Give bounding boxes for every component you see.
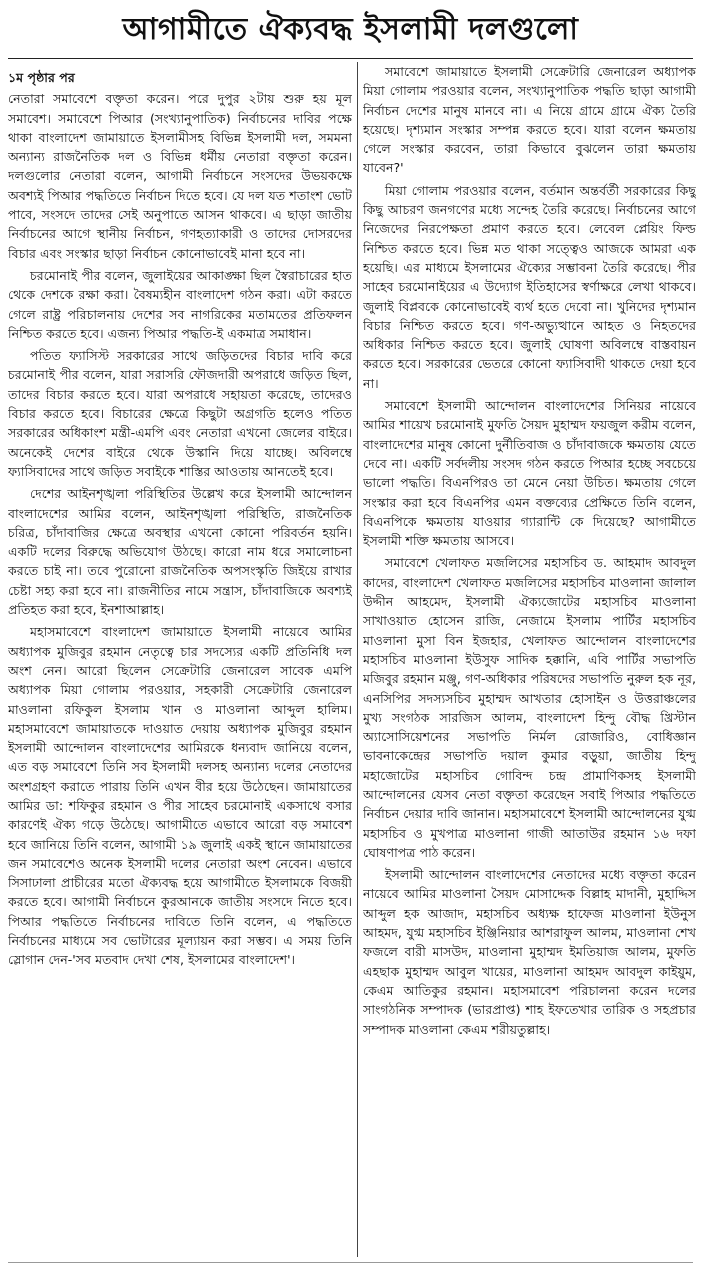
paragraph: নেতারা সমাবেশে বক্তৃতা করেন। পরে দুপুর ২টায় শুরু হয় মূল সমাবেশ। সমাবেশে পিআর (সংখ্যানুপাতিক) নির্বাচনের দাবির পক্ষে থাকা বাংলাদেশ জামায়াতে ইসলামীসহ বিভিন্ন ইসলামী দল, সমমনা অন্যান্য রাজনৈতিক দল ও বিভিন্ন ধর্মীয় নেতারা বক্তৃতা করেন। দলগুলোর নেতারা বলেন, আগামী নির্বাচনে সংসদের উভয়কক্ষে অবশ্যই পিআর পদ্ধতিতে নির্বাচন দিতে হবে। যে দল যত শতাংশ ভোট পাবে, সংসদে তাদের সেই অনুপাতে আসন থাকবে। এ ছাড়া জাতীয় নির্বাচনের আগে স্থানীয় নির্বাচন, গণহত্যাকারী ও তাদের দোসরদের বিচার এবং সংস্কার ছাড়া নির্বাচন কোনোভাবেই মানা হবে না। bbox=[8, 91, 352, 261]
paragraph: চরমোনাই পীর বলেন, জুলাইয়ের আকাঙ্ক্ষা ছিল স্বৈরাচারের হাত থেকে দেশকে রক্ষা করা। বৈষম্যহীন বাংলাদেশ গঠন করা। এটা করতে গেলে রাষ্ট্র পরিচালনায় দেশের সব নাগরিকের মতামতের প্রতিফলন নিশ্চিত করতে হবে। এজন্য পিআর পদ্ধতি-ই একমাত্র সমাধান। bbox=[8, 267, 352, 341]
paragraph: সমাবেশে খেলাফত মজলিসের মহাসচিব ড. আহমাদ আবদুল কাদের, বাংলাদেশ খেলাফত মজলিসের মহাসচিব মাওলানা জালাল উদ্দীন আহমেদ, ইসলামী ঐক্যজোটের মহাসচিব মাওলানা সাখাওয়াত হোসেন রাজি, নেজামে ইসলাম পার্টির মহাসচিব মাওলানা মুসা বিন ইজহার, খেলাফত আন্দোলন বাংলাদেশের মহাসচিব মাওলানা ইউসুফ সাদিক হক্কানি, এবি পার্টির সভাপতি মজিবুর রহমান মঞ্জু, গণ-অধিকার পরিষদের সভাপতি নুরুল হক নূর, এনসিপির সদস্যসচিব মুহাম্মদ আখতার হোসাইন ও উত্তরাঞ্চলের মুখ্য সংগঠক সারজিস আলম, বাংলাদেশ হিন্দু বৌদ্ধ খ্রিস্টান অ্যাসোসিয়েশনের সভাপতি নির্মল রোজারিও, বোধিজ্ঞান ভাবনাকেন্দ্রের সভাপতি দয়াল কুমার বড়ুয়া, জাতীয় হিন্দু মহাজোটের মহাসচিব গোবিন্দ চন্দ্র প্রামাণিকসহ ইসলামী আন্দোলনের যেসব নেতা বক্তৃতা করেছেন সবাই পিআর পদ্ধতিতে নির্বাচন দেয়ার দাবি জানান। মহাসমাবেশে ইসলামী আন্দোলনের যুগ্ম মহাসচিব ও মুখপাত্র মাওলানা গাজী আতাউর রহমান ১৬ দফা ঘোষণাপত্র পাঠ করেন। bbox=[363, 555, 696, 860]
paragraph: মহাসমাবেশে বাংলাদেশ জামায়াতে ইসলামী নায়েবে আমির অধ্যাপক মুজিবুর রহমান নেতৃত্বে চার সদস্যের একটি প্রতিনিধি দল অংশ নেন। আরো ছিলেন সেক্রেটারি জেনারেল সাবেক এমপি অধ্যাপক মিয়া গোলাম পরওয়ার, সহকারী সেক্রেটারি জেনারেল মাওলানা রফিকুল ইসলাম খান ও মাওলানা আব্দুল হালিম। মহাসমাবেশে জামায়াতকে দাওয়াত দেয়ায় অধ্যাপক মুজিবুর রহমান ইসলামী আন্দোলন বাংলাদেশের আমিরকে ধন্যবাদ জানিয়ে বলেন, এত বড় সমাবেশে তিনি সব ইসলামী দলসহ অন্যান্য দলের নেতাদের অংশগ্রহণ করাতে পারায় তিনি এখন বীর হয়ে উঠেছেন। জামায়াতের আমির ডা: শফিকুর রহমান ও পীর সাহেব চরমোনাই একসাথে বসার কারণেই ঐক্য গড়ে উঠেছে। আগামীতে এভাবে আরো বড় সমাবেশ হবে জানিয়ে তিনি বলেন, আগামী ১৯ জুলাই একই স্থানে জামায়াতের জন সমাবেশেও অনেক ইসলামী দলের নেতারা অংশ নেবেন। এভাবে সিসাঢালা প্রাচীরের মতো ঐক্যবদ্ধ হয়ে আগামীতে ইসলামকে বিজয়ী করতে হবে। আগামী নির্বাচনে কুরআনকে জাতীয় সংসদে নিতে হবে। পিআর পদ্ধতিতে নির্বাচনের দাবিতে তিনি বলেন, এ পদ্ধতিতে নির্বাচনের মাধ্যমে সব ভোটারের মূল্যায়ন করা সম্ভব। এ সময় তিনি স্লোগান দেন-'সব মতবাদ দেখা শেষ, ইসলামের বাংলাদেশ'। bbox=[8, 624, 352, 968]
paragraph: সমাবেশে ইসলামী আন্দোলন বাংলাদেশের সিনিয়র নায়েবে আমির শায়েখ চরমোনাই মুফতি সৈয়দ মুহাম্মদ ফয়জুল করীম বলেন, বাংলাদেশের মানুষ কোনো দুর্নীতিবাজ ও চাঁদাবাজকে ক্ষমতায় যেতে দেবে না। একটি সর্বদলীয় সংসদ গঠন করতে পিআর হচ্ছে সবচেয়ে ভালো পদ্ধতি। বিএনপিরও তা মেনে নেয়া উচিত। ক্ষমতায় গেলে সংস্কার করা হবে বিএনপির এমন বক্তব্যের প্রেক্ষিতে তিনি বলেন, বিএনপিকে ক্ষমতায় যাওয়ার গ্যারান্টি কে দিয়েছে? আগামীতে ইসলামী শক্তি ক্ষমতায় আসবে। bbox=[363, 398, 696, 549]
paragraph: সমাবেশে জামায়াতে ইসলামী সেক্রেটারি জেনারেল অধ্যাপক মিয়া গোলাম পরওয়ার বলেন, সংখ্যানুপাতিক পদ্ধতি ছাড়া আগামী নির্বাচন দেশের মানুষ মানবে না। এ নিয়ে গ্রামে গ্রামে ঐক্য তৈরি হয়েছে। দৃশ্যমান সংস্কার সম্পন্ন করতে হবে। যারা বলেন ক্ষমতায় গেলে সংস্কার করবেন, তারা কিভাবে বুঝলেন তারা ক্ষমতায় যাবেন?' bbox=[363, 64, 696, 176]
headline-divider bbox=[8, 58, 693, 59]
continued-from-label: ১ম পৃষ্ঠার পর bbox=[8, 70, 75, 85]
paragraph: পতিত ফ্যাসিস্ট সরকারের সাথে জড়িতদের বিচার দাবি করে চরমোনাই পীর বলেন, যারা সরাসরি ফৌজদারী অপরাধে জড়িত ছিল, তাদের বিচার করতে হবে। যারা অপরাধে সহায়তা করেছে, তাদেরও বিচার করতে হবে। বিচারের ক্ষেত্রে কিছুটা অগ্রগতি হলেও পতিত সরকারের অধিকাংশ মন্ত্রী-এমপি এবং নেতারা এখনো জেলের বাইরে। অনেকেই দেশের বাইরে থেকে উস্কানি দিয়ে যাচ্ছে। অবিলম্বে ফ্যাসিবাদের সাথে জড়িত সবাইকে শাস্তির আওতায় আনতেই হবে। bbox=[8, 348, 352, 479]
left-column bbox=[8, 62, 352, 1260]
column-divider bbox=[357, 62, 358, 1257]
paragraph: দেশের আইনশৃঙ্খলা পরিস্থিতির উল্লেখ করে ইসলামী আন্দোলন বাংলাদেশের আমির বলেন, আইনশৃঙ্খলা পরিস্থিতি, রাজনৈতিক চরিত্র, চাঁদাবাজির ক্ষেত্রে অবস্থার এখনো কোনো পরিবর্তন হয়নি। একটি দলের বিরুদ্ধে অভিযোগ উঠছে। কারো নাম ধরে সমালোচনা করতে চাই না। তবে পুরোনো রাজনৈতিক অপসংস্কৃতি জিইয়ে রাখার চেষ্টা সহ্য করা হবে না। রাজনীতির নামে সন্ত্রাস, চাঁদাবাজিকে অবশ্যই প্রতিহত করা হবে, ইনশাআল্লাহ। bbox=[8, 486, 352, 618]
paragraph: মিয়া গোলাম পরওয়ার বলেন, বর্তমান অন্তর্বর্তী সরকারের কিছু কিছু আচরণ জনগণের মধ্যে সন্দেহ তৈরি করেছে। নির্বাচনের আগে নিজেদের নিরপেক্ষতা প্রমাণ করতে হবে। লেবেল প্লেয়িং ফিল্ড নিশ্চিত করতে হবে। ভিন্ন মত থাকা সত্ত্বেও আজকে আমরা এক হয়েছি। এর মাধ্যমে ইসলামের ঐক্যের সম্ভাবনা তৈরি করেছে। পীর সাহেব চরমোনাইয়ের এ উদ্যোগ ইতিহাসের স্বর্ণাক্ষরে লেখা থাকবে। জুলাই বিপ্লবকে কোনোভাবেই ব্যর্থ হতে দেবো না। খুনিদের দৃশ্যমান বিচার নিশ্চিত করতে হবে। গণ-অভ্যুত্থানে আহত ও নিহতদের অধিকার নিশ্চিত করতে হবে। জুলাই ঘোষণা অবিলম্বে বাস্তবায়ন করতে হবে। সরকারের ভেতরে কোনো ফ্যাসিবাদী থাকতে দেয়া হবে না। bbox=[363, 182, 696, 391]
bottom-divider bbox=[8, 1262, 693, 1263]
right-column bbox=[363, 62, 696, 1260]
article-headline: আগামীতে ঐক্যবদ্ধ ইসলামী দলগুলো bbox=[122, 12, 579, 47]
paragraph: ইসলামী আন্দোলন বাংলাদেশের নেতাদের মধ্যে বক্তৃতা করেন নায়েবে আমির মাওলানা সৈয়দ মোসাদ্দেক বিল্লাহ মাদানী, মুহাদ্দিস আব্দুল হক আজাদ, মহাসচিব অধ্যক্ষ হাফেজ মাওলানা ইউনুস আহমদ, যুগ্ম মহাসচিব ইঞ্জিনিয়ার আশরাফুল আলম, মাওলানা শেখ ফজলে বারী মাসউদ, মাওলানা মুহাম্মদ ইমতিয়াজ আলম, মুফতি এহছাক মুহাম্মদ আবুল খায়ের, মাওলানা আহমদ আবদুল কাইয়ুম, কেএম আতিকুর রহমান। মহাসমাবেশ পরিচালনা করেন দলের সাংগঠনিক সম্পাদক (ভারপ্রাপ্ত) শাহ ইফতেখার তারিক ও সহপ্রচার সম্পাদক মাওলানা কেএম শরীয়তুল্লাহ। bbox=[363, 867, 696, 1037]
